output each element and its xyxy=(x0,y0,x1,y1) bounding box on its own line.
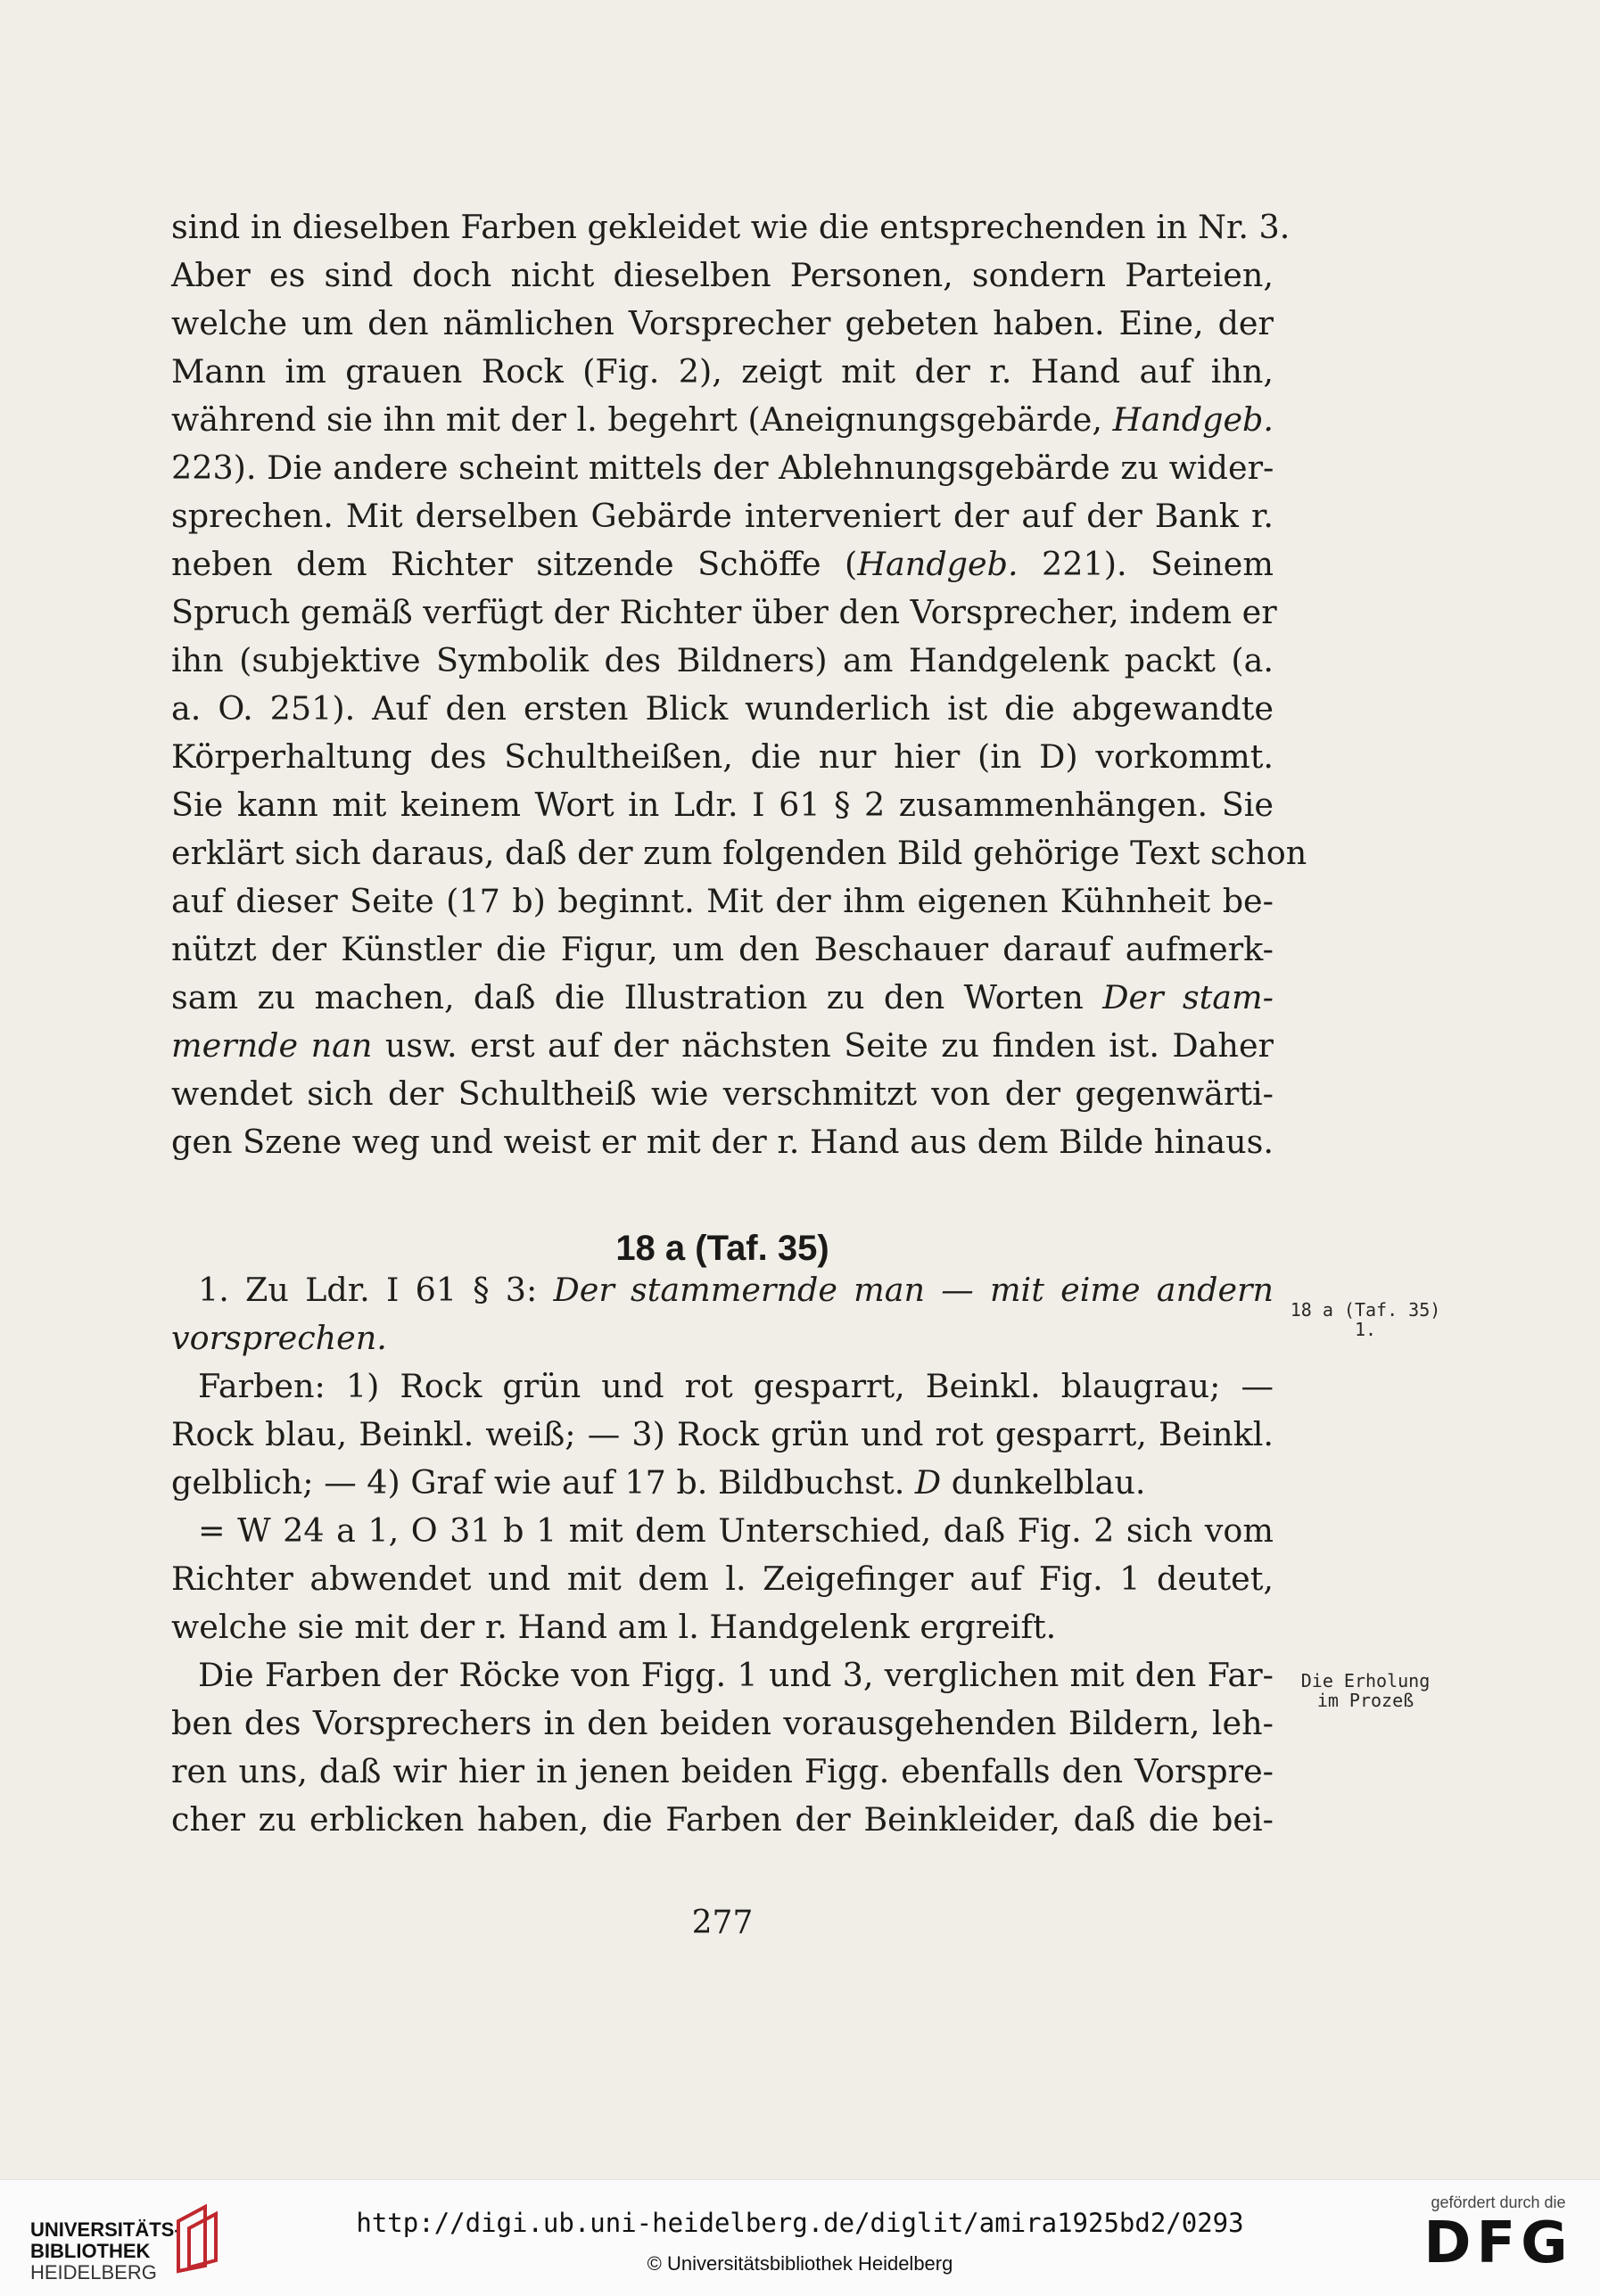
margin-note-topic xyxy=(1281,1671,1450,1710)
text-line: ihn (subjektive Symbolik des Bildners) am Handgelenk packt (a. xyxy=(171,641,1274,679)
text-line: Körperhaltung des Schultheißen, die nur hier (in D) vorkommt. xyxy=(171,737,1274,776)
text-line: sprechen. Mit derselben Gebärde interveniert der auf der Bank r. xyxy=(171,497,1274,535)
text-line: = W 24 a 1, O 31 b 1 mit dem Unterschied, daß Fig. 2 sich vom xyxy=(198,1511,1274,1550)
funder-caption: gefördert durch die xyxy=(1431,2193,1566,2211)
margin-note-text: 18 a (Taf. 35) 1. xyxy=(1290,1299,1441,1340)
text-line: gelblich; — 4) Graf wie auf 17 b. Bildbuchst. D dunkelblau. xyxy=(171,1463,1146,1502)
text-line: cher zu erblicken haben, die Farben der Beinkleider, daß die bei- xyxy=(171,1800,1274,1839)
paragraph-main xyxy=(171,203,1307,1166)
section-heading: 18 a (Taf. 35) xyxy=(615,1229,829,1268)
text-line: auf dieser Seite (17 b) beginnt. Mit der ihm eigenen Kühnheit be- xyxy=(171,882,1274,920)
text-line: Sie kann mit keinem Wort in Ldr. I 61 § 2 zusammenhängen. Sie xyxy=(171,786,1274,824)
page-number: 277 xyxy=(691,1905,754,1941)
library-line: UNIVERSITÄTS- xyxy=(30,2218,181,2241)
text-line: a. O. 251). Auf den ersten Blick wunderlich ist die abgewandte xyxy=(171,689,1274,728)
text-line: neben dem Richter sitzende Schöffe (Handgeb. 221). Seinem xyxy=(171,545,1274,583)
library-line: HEIDELBERG xyxy=(30,2261,157,2284)
margin-note-plate xyxy=(1281,1300,1450,1339)
text-line: mernde nan usw. erst auf der nächsten Seite zu finden ist. Daher xyxy=(171,1026,1274,1065)
text-line: vorsprechen. xyxy=(171,1319,387,1357)
copyright-notice: © Universitätsbibliothek Heidelberg xyxy=(647,2252,953,2275)
margin-note-line: im Prozeß xyxy=(1316,1690,1414,1711)
text-line: nützt der Künstler die Figur, um den Beschauer darauf aufmerk- xyxy=(171,930,1274,968)
text-line: Farben: 1) Rock grün und rot gesparrt, Beinkl. blaugrau; — xyxy=(198,1367,1274,1405)
text-line: erklärt sich daraus, daß der zum folgenden Bild gehörige Text schon xyxy=(171,834,1307,872)
dfg-logo-text: DFG xyxy=(1423,2210,1573,2276)
text-line: sind in dieselben Farben gekleidet wie die entsprechenden in Nr. 3. xyxy=(171,208,1291,246)
text-line: sam zu machen, daß die Illustration zu den Worten Der stam- xyxy=(171,978,1274,1016)
text-line: Die Farben der Röcke von Figg. 1 und 3, verglichen mit den Far- xyxy=(198,1656,1274,1694)
text-line: Aber es sind doch nicht dieselben Personen, sondern Parteien, xyxy=(171,256,1274,294)
text-line: Mann im grauen Rock (Fig. 2), zeigt mit der r. Hand auf ihn, xyxy=(171,352,1274,391)
text-line: ren uns, daß wir hier in jenen beiden Figg. ebenfalls den Vorspre- xyxy=(171,1752,1274,1790)
text-line: während sie ihn mit der l. begehrt (Aneignungsgebärde, Handgeb. xyxy=(171,400,1274,439)
text-line: welche sie mit der r. Hand am l. Handgelenk ergreift. xyxy=(171,1608,1057,1646)
text-line: 1. Zu Ldr. I 61 § 3: Der stammernde man — mit eime andern xyxy=(198,1271,1274,1309)
permalink-url[interactable]: http://digi.ub.uni-heidelberg.de/diglit/amira1925bd2/0293 xyxy=(356,2208,1244,2238)
text-line: welche um den nämlichen Vorsprecher gebeten haben. Eine, der xyxy=(171,304,1274,342)
library-line: BIBLIOTHEK xyxy=(30,2240,151,2262)
text-line: 223). Die andere scheint mittels der Ablehnungsgebärde zu wider- xyxy=(171,449,1274,487)
text-line: Spruch gemäß verfügt der Richter über den Vorsprecher, indem er xyxy=(171,593,1277,631)
margin-note-line: Die Erholung xyxy=(1300,1670,1431,1691)
text-line: Rock blau, Beinkl. weiß; — 3) Rock grün und rot gesparrt, Beinkl. xyxy=(171,1415,1274,1453)
text-line: Richter abwendet und mit dem l. Zeigefinger auf Fig. 1 deutet, xyxy=(171,1559,1274,1598)
text-line: gen Szene weg und weist er mit der r. Hand aus dem Bilde hinaus. xyxy=(171,1123,1274,1161)
text-line: ben des Vorsprechers in den beiden vorausgehenden Bildern, leh- xyxy=(171,1704,1274,1742)
text-line: wendet sich der Schultheiß wie verschmitzt von der gegenwärti- xyxy=(171,1074,1274,1113)
funder-logo[interactable] xyxy=(1409,2193,1588,2283)
section-body xyxy=(171,1266,1274,1844)
